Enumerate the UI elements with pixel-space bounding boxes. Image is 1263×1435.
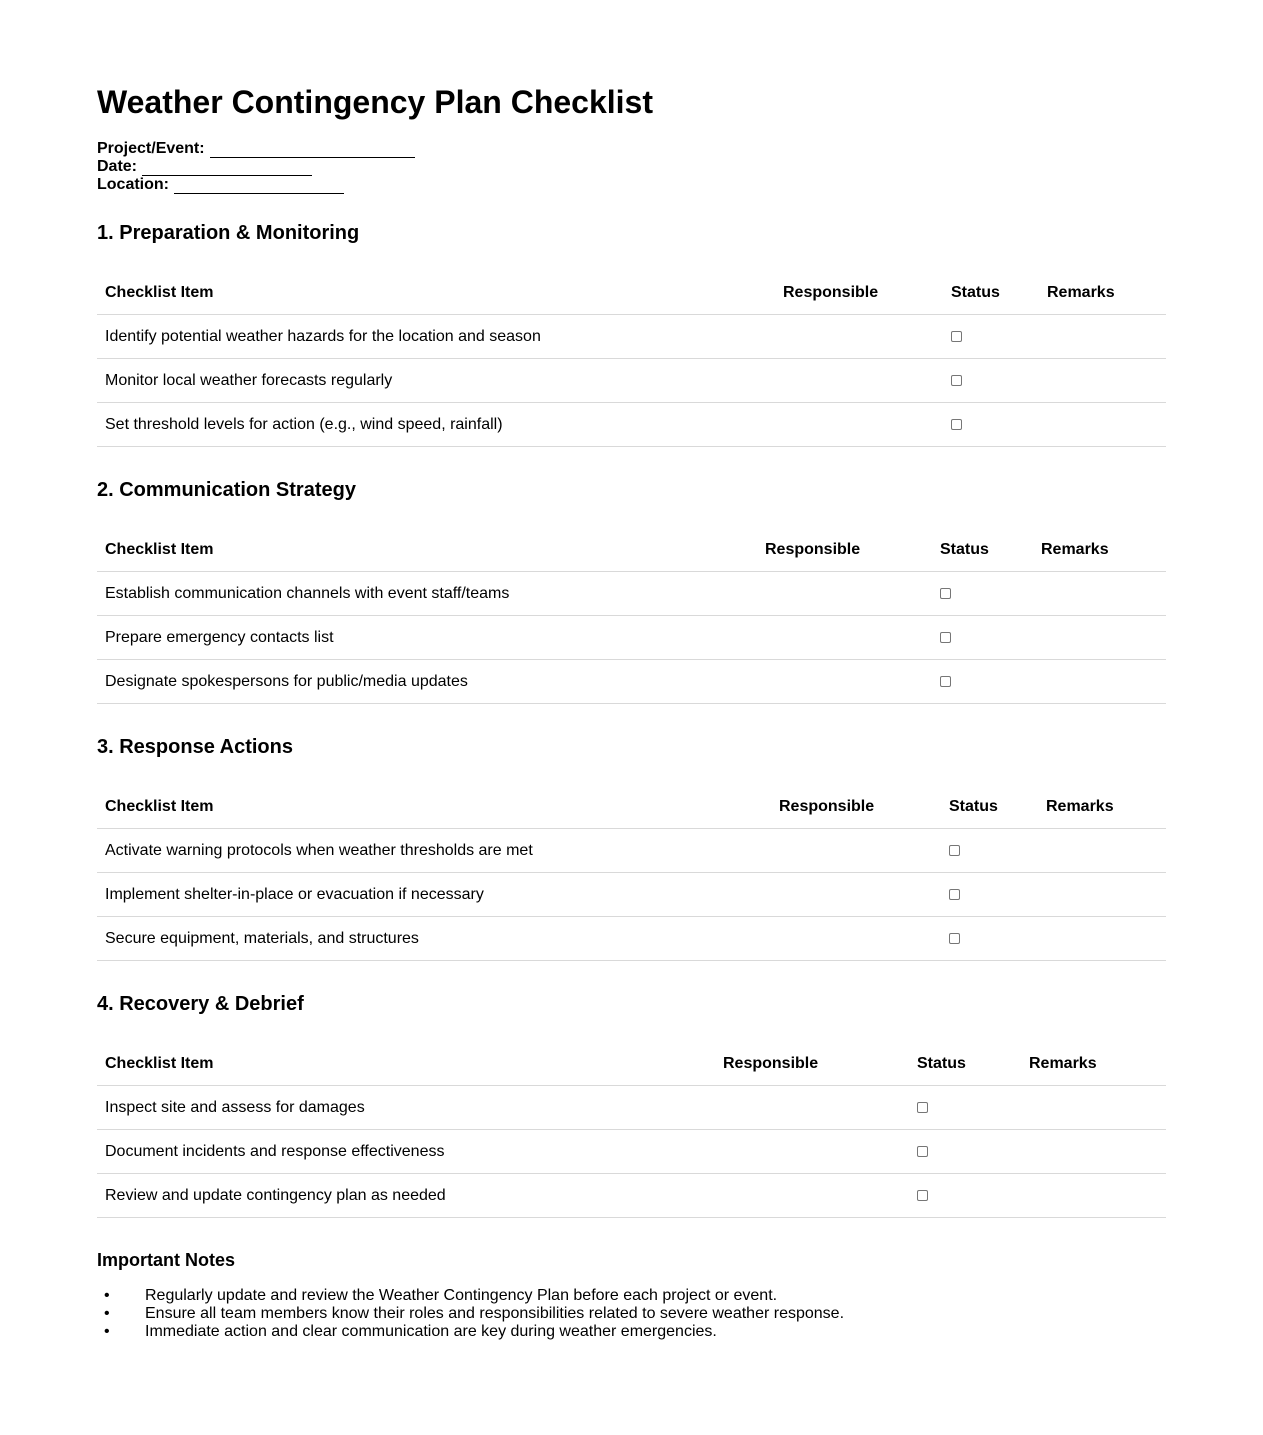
project-event-field: [97, 140, 1166, 158]
remarks-cell[interactable]: [1038, 829, 1166, 873]
remarks-cell[interactable]: [1021, 1130, 1166, 1174]
item-text: Identify potential weather hazards for the location and season: [97, 315, 775, 359]
status-cell: [943, 403, 1039, 447]
table-row: [97, 1130, 1166, 1174]
list-item: [97, 1305, 1166, 1323]
note-text: Ensure all team members know their roles and responsibilities related to severe weather response.: [145, 1305, 845, 1322]
table-row: [97, 616, 1166, 660]
status-cell: [941, 873, 1038, 917]
col-header-remarks: Remarks: [1033, 528, 1166, 572]
checklist-table: [97, 271, 1166, 447]
table-header-row: [97, 528, 1166, 572]
checklist-table: [97, 785, 1166, 961]
note-text: Immediate action and clear communication are key during weather emergencies.: [145, 1323, 717, 1340]
col-header-item: Checklist Item: [97, 785, 771, 829]
remarks-cell[interactable]: [1038, 873, 1166, 917]
important-notes: [97, 1249, 1166, 1340]
location-field: [97, 176, 1166, 194]
location-blank: [174, 179, 344, 194]
table-row: [97, 917, 1166, 961]
list-item: [97, 1323, 1166, 1341]
bullet-icon: •: [104, 1287, 110, 1304]
table-row: [97, 315, 1166, 359]
remarks-cell[interactable]: [1033, 572, 1166, 616]
project-event-label: Project/Event:: [97, 140, 205, 157]
remarks-cell[interactable]: [1039, 403, 1166, 447]
responsible-cell[interactable]: [757, 616, 932, 660]
col-header-item: Checklist Item: [97, 528, 757, 572]
notes-list: [97, 1287, 1166, 1341]
remarks-cell[interactable]: [1039, 359, 1166, 403]
status-checkbox[interactable]: [951, 419, 962, 430]
responsible-cell[interactable]: [775, 315, 943, 359]
status-checkbox[interactable]: [949, 889, 960, 900]
responsible-cell[interactable]: [775, 359, 943, 403]
table-row: [97, 1086, 1166, 1130]
status-checkbox[interactable]: [917, 1146, 928, 1157]
list-item: [97, 1287, 1166, 1305]
meta-fields: [97, 140, 1166, 194]
item-text: Implement shelter-in-place or evacuation if necessary: [97, 873, 771, 917]
status-checkbox[interactable]: [917, 1190, 928, 1201]
status-cell: [932, 572, 1033, 616]
responsible-cell[interactable]: [715, 1130, 909, 1174]
section-heading: 2. Communication Strategy: [97, 479, 356, 501]
date-field: [97, 158, 1166, 176]
col-header-remarks: Remarks: [1021, 1042, 1166, 1086]
status-checkbox[interactable]: [940, 588, 951, 599]
responsible-cell[interactable]: [715, 1086, 909, 1130]
item-text: Review and update contingency plan as needed: [97, 1174, 715, 1218]
responsible-cell[interactable]: [757, 572, 932, 616]
section-recovery-debrief: [97, 992, 1166, 1218]
table-header-row: [97, 271, 1166, 315]
responsible-cell[interactable]: [771, 917, 941, 961]
date-label: Date:: [97, 158, 138, 175]
remarks-cell[interactable]: [1021, 1086, 1166, 1130]
table-row: [97, 660, 1166, 704]
table-header-row: [97, 785, 1166, 829]
table-header-row: [97, 1042, 1166, 1086]
status-cell: [932, 660, 1033, 704]
project-event-blank: [210, 143, 415, 158]
table-row: [97, 1174, 1166, 1218]
responsible-cell[interactable]: [775, 403, 943, 447]
status-cell: [909, 1086, 1021, 1130]
document-page: [97, 80, 1166, 1340]
status-cell: [909, 1174, 1021, 1218]
responsible-cell[interactable]: [771, 829, 941, 873]
bullet-icon: •: [104, 1323, 110, 1340]
status-cell: [932, 616, 1033, 660]
checklist-table: [97, 528, 1166, 704]
table-row: [97, 873, 1166, 917]
location-label: Location:: [97, 176, 169, 193]
page-title: Weather Contingency Plan Checklist: [97, 84, 653, 120]
section-heading: 3. Response Actions: [97, 736, 293, 758]
col-header-responsible: Responsible: [715, 1042, 909, 1086]
col-header-remarks: Remarks: [1039, 271, 1166, 315]
bullet-icon: •: [104, 1305, 110, 1322]
status-cell: [941, 829, 1038, 873]
table-row: [97, 829, 1166, 873]
item-text: Activate warning protocols when weather thresholds are met: [97, 829, 771, 873]
responsible-cell[interactable]: [771, 873, 941, 917]
section-heading: 4. Recovery & Debrief: [97, 993, 304, 1015]
note-text: Regularly update and review the Weather Contingency Plan before each project or event.: [145, 1287, 778, 1304]
status-checkbox[interactable]: [940, 676, 951, 687]
item-text: Establish communication channels with event staff/teams: [97, 572, 757, 616]
notes-heading: Important Notes: [97, 1250, 236, 1270]
item-text: Inspect site and assess for damages: [97, 1086, 715, 1130]
item-text: Monitor local weather forecasts regularly: [97, 359, 775, 403]
status-checkbox[interactable]: [951, 375, 962, 386]
status-cell: [943, 359, 1039, 403]
section-response-actions: [97, 735, 1166, 961]
col-header-remarks: Remarks: [1038, 785, 1166, 829]
remarks-cell[interactable]: [1021, 1174, 1166, 1218]
checklist-table: [97, 1042, 1166, 1218]
col-header-responsible: Responsible: [775, 271, 943, 315]
responsible-cell[interactable]: [715, 1174, 909, 1218]
status-checkbox[interactable]: [917, 1102, 928, 1113]
status-checkbox[interactable]: [949, 933, 960, 944]
section-communication-strategy: [97, 478, 1166, 704]
col-header-status: Status: [941, 785, 1038, 829]
section-preparation-monitoring: [97, 221, 1166, 447]
responsible-cell[interactable]: [757, 660, 932, 704]
status-cell: [909, 1130, 1021, 1174]
item-text: Prepare emergency contacts list: [97, 616, 757, 660]
status-cell: [941, 917, 1038, 961]
item-text: Designate spokespersons for public/media updates: [97, 660, 757, 704]
remarks-cell[interactable]: [1038, 917, 1166, 961]
item-text: Document incidents and response effectiveness: [97, 1130, 715, 1174]
table-row: [97, 403, 1166, 447]
table-row: [97, 359, 1166, 403]
status-cell: [943, 315, 1039, 359]
remarks-cell[interactable]: [1039, 315, 1166, 359]
col-header-responsible: Responsible: [757, 528, 932, 572]
col-header-item: Checklist Item: [97, 1042, 715, 1086]
col-header-responsible: Responsible: [771, 785, 941, 829]
col-header-status: Status: [943, 271, 1039, 315]
item-text: Set threshold levels for action (e.g., wind speed, rainfall): [97, 403, 775, 447]
section-heading: 1. Preparation & Monitoring: [97, 222, 360, 244]
status-checkbox[interactable]: [940, 632, 951, 643]
remarks-cell[interactable]: [1033, 616, 1166, 660]
item-text: Secure equipment, materials, and structures: [97, 917, 771, 961]
notes-list-container: [97, 1287, 1166, 1340]
status-checkbox[interactable]: [949, 845, 960, 856]
remarks-cell[interactable]: [1033, 660, 1166, 704]
col-header-item: Checklist Item: [97, 271, 775, 315]
table-row: [97, 572, 1166, 616]
col-header-status: Status: [909, 1042, 1021, 1086]
status-checkbox[interactable]: [951, 331, 962, 342]
col-header-status: Status: [932, 528, 1033, 572]
date-blank: [142, 161, 312, 176]
